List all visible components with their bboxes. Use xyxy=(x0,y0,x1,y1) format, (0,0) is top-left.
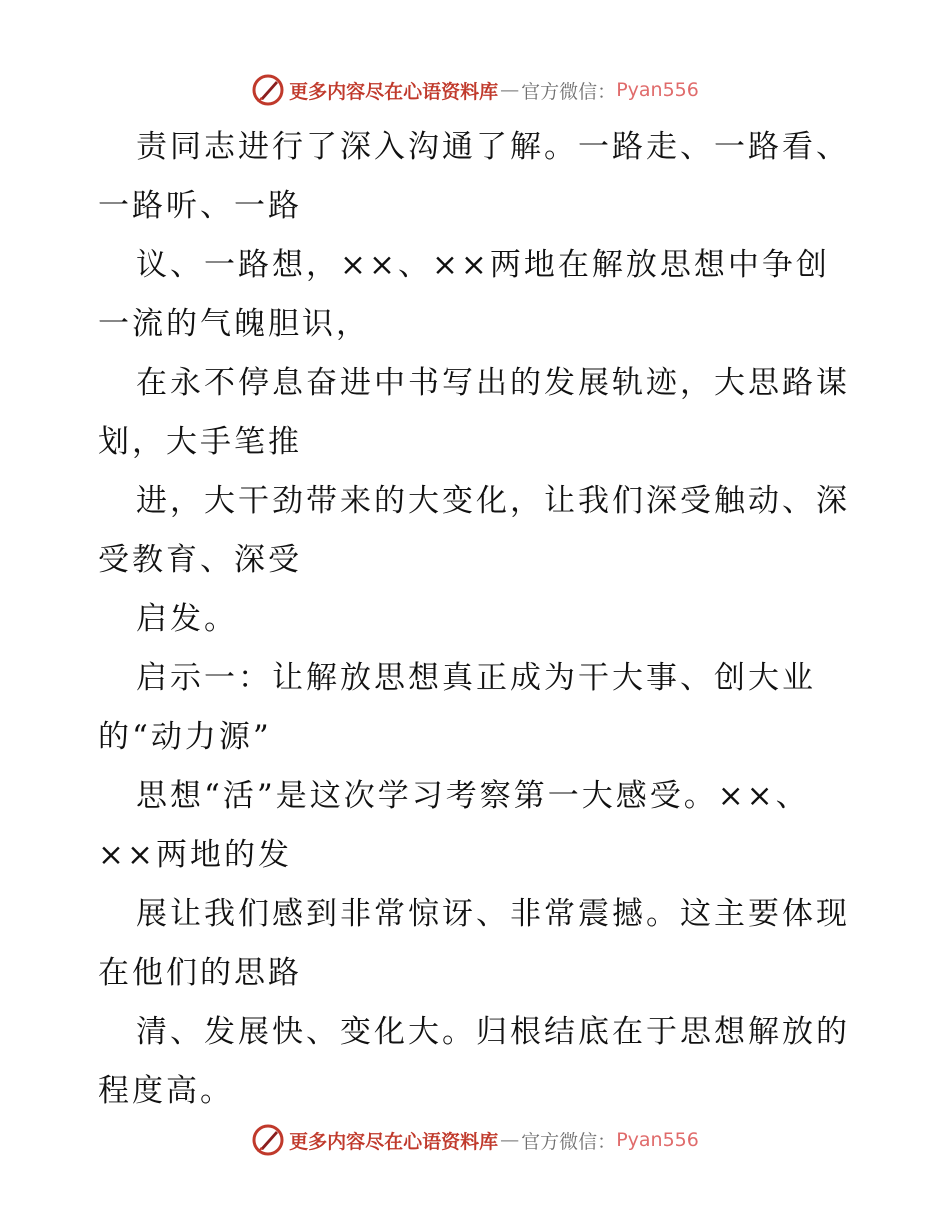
text-line: 程度高。 xyxy=(98,1073,234,1109)
text-line: 在他们的思路 xyxy=(98,955,302,991)
text-line: 进，大干劲带来的大变化，让我们深受触动、深 xyxy=(136,483,850,519)
text-line: 划，大手笔推 xyxy=(98,424,302,460)
paragraph xyxy=(98,767,868,885)
text-line: 启示一：让解放思想真正成为干大事、创大业 xyxy=(136,660,816,696)
document-body xyxy=(98,118,868,1121)
text-line: ××两地的发 xyxy=(98,837,292,873)
paragraph xyxy=(98,1003,868,1121)
paragraph xyxy=(98,354,868,472)
paragraph xyxy=(98,590,868,649)
text-line: 清、发展快、变化大。归根结底在于思想解放的 xyxy=(136,1014,850,1050)
text-line: 在永不停息奋进中书写出的发展轨迹，大思路谋 xyxy=(136,365,850,401)
paragraph xyxy=(98,118,868,236)
paragraph xyxy=(98,472,868,590)
text-line: 展让我们感到非常惊讶、非常震撼。这主要体现 xyxy=(136,896,850,932)
footer-watermark-banner xyxy=(0,1118,950,1162)
banner-text: 更多内容尽在心语资料库 xyxy=(289,1130,499,1153)
banner-wechat-id: Pyan556 xyxy=(616,79,699,101)
paragraph xyxy=(98,236,868,354)
banner-dash: — xyxy=(500,79,520,101)
banner-wechat-label: 官方微信： xyxy=(521,1130,617,1153)
banner-wechat-label: 官方微信： xyxy=(521,80,617,103)
text-line: 受教育、深受 xyxy=(98,542,302,578)
text-line: 思想“活”是这次学习考察第一大感受。××、 xyxy=(136,778,810,814)
text-line: 责同志进行了深入沟通了解。一路走、一路看、 xyxy=(136,129,850,165)
banner-dash: — xyxy=(500,1129,520,1151)
text-line: 的“动力源” xyxy=(98,719,272,755)
paragraph xyxy=(98,885,868,1003)
text-line: 议、一路想，××、××两地在解放思想中争创 xyxy=(136,247,830,283)
text-line: 启发。 xyxy=(136,601,238,637)
quill-logo-icon xyxy=(251,73,285,107)
header-watermark-banner xyxy=(0,68,950,112)
section-heading xyxy=(98,649,868,767)
text-line: 一流的气魄胆识， xyxy=(98,306,370,342)
quill-logo-icon xyxy=(251,1123,285,1157)
text-line: 一路听、一路 xyxy=(98,188,302,224)
banner-text: 更多内容尽在心语资料库 xyxy=(289,80,499,103)
banner-wechat-id: Pyan556 xyxy=(616,1129,699,1151)
